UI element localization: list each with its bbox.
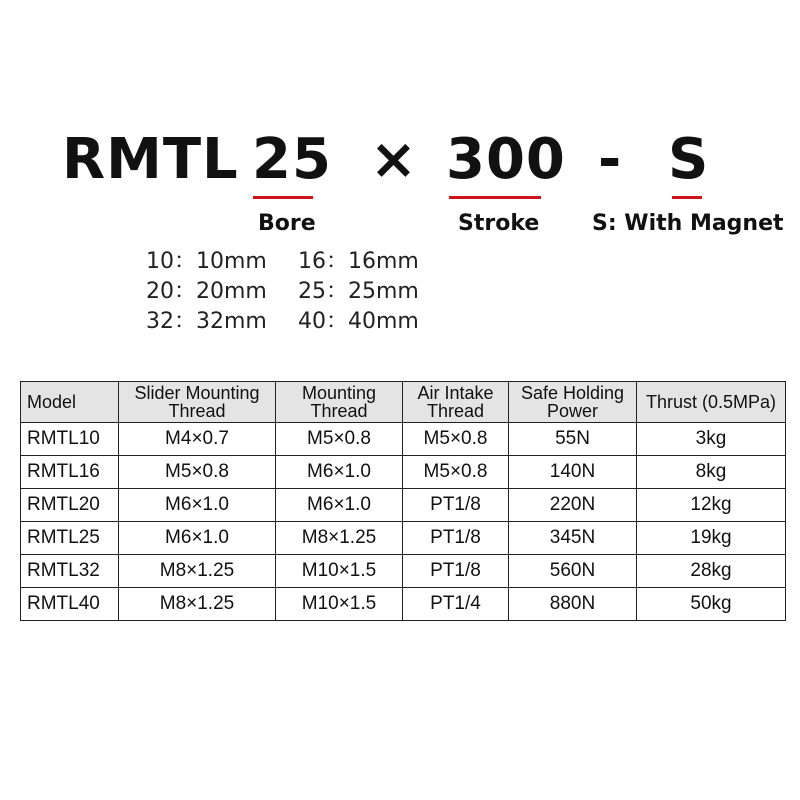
bore-option: 32：32mm [146,309,267,334]
cell-mounting-thread: M8×1.25 [276,522,403,555]
table-header-row [21,382,786,423]
table-row [21,588,786,621]
model-bore-code: 25 [252,127,332,192]
table-row [21,489,786,522]
cell-slider-thread: M8×1.25 [119,588,276,621]
table-row [21,555,786,588]
cell-thrust: 3kg [637,423,786,456]
table-row [21,456,786,489]
cell-mounting-thread: M10×1.5 [276,555,403,588]
cell-air-intake: M5×0.8 [403,423,509,456]
bore-option: 20：20mm [146,279,267,304]
cell-holding-power: 55N [509,423,637,456]
stroke-label: Stroke [458,211,540,236]
magnet-label: S: With Magnet [592,211,784,236]
cell-slider-thread: M6×1.0 [119,489,276,522]
cell-holding-power: 345N [509,522,637,555]
cell-slider-thread: M5×0.8 [119,456,276,489]
model-magnet-code: S [668,127,710,192]
cell-mounting-thread: M10×1.5 [276,588,403,621]
cell-slider-thread: M8×1.25 [119,555,276,588]
model-series: RMTL [62,127,239,192]
cell-slider-thread: M6×1.0 [119,522,276,555]
model-stroke-code: 300 [446,127,566,192]
cell-thrust: 12kg [637,489,786,522]
bore-option: 25：25mm [298,279,419,304]
header-slider-mounting-thread: Slider Mounting Thread [119,382,276,423]
bore-option: 10：10mm [146,249,267,274]
cell-air-intake: PT1/8 [403,555,509,588]
cell-thrust: 8kg [637,456,786,489]
cell-holding-power: 220N [509,489,637,522]
spec-table [20,381,786,621]
cell-thrust: 28kg [637,555,786,588]
cell-thrust: 50kg [637,588,786,621]
cell-holding-power: 560N [509,555,637,588]
cell-model: RMTL25 [21,522,119,555]
header-safe-holding-power: Safe Holding Power [509,382,637,423]
table-row [21,423,786,456]
header-thrust: Thrust (0.5MPa) [637,382,786,423]
cell-air-intake: PT1/4 [403,588,509,621]
header-model: Model [21,382,119,423]
bore-option: 40：40mm [298,309,419,334]
cell-air-intake: M5×0.8 [403,456,509,489]
cell-model: RMTL10 [21,423,119,456]
cell-model: RMTL20 [21,489,119,522]
header-air-intake-thread: Air Intake Thread [403,382,509,423]
cell-holding-power: 880N [509,588,637,621]
cell-mounting-thread: M6×1.0 [276,489,403,522]
bore-label: Bore [258,211,316,236]
cell-model: RMTL32 [21,555,119,588]
bore-underline [253,196,313,199]
cell-slider-thread: M4×0.7 [119,423,276,456]
bore-option: 16：16mm [298,249,419,274]
stroke-underline [449,196,541,199]
magnet-underline [672,196,702,199]
times-symbol: × [370,127,418,192]
dash-symbol: - [598,127,623,192]
cell-air-intake: PT1/8 [403,522,509,555]
cell-mounting-thread: M6×1.0 [276,456,403,489]
cell-air-intake: PT1/8 [403,489,509,522]
header-mounting-thread: Mounting Thread [276,382,403,423]
cell-mounting-thread: M5×0.8 [276,423,403,456]
cell-thrust: 19kg [637,522,786,555]
cell-holding-power: 140N [509,456,637,489]
cell-model: RMTL16 [21,456,119,489]
cell-model: RMTL40 [21,588,119,621]
table-row [21,522,786,555]
